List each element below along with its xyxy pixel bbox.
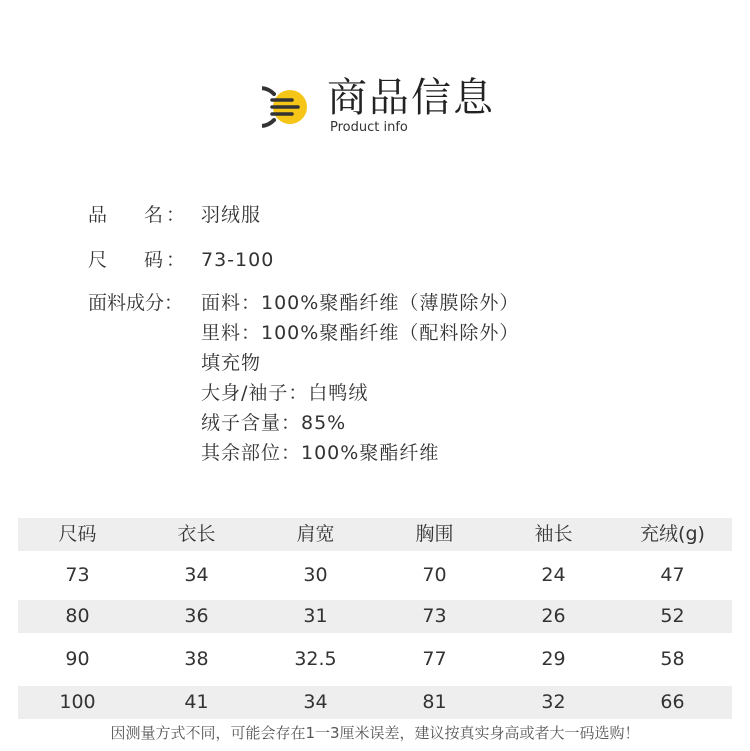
composition-lines [201,288,519,468]
table-cell: 90 [65,648,90,670]
table-header-cell: 衣长 [177,523,216,545]
table-cell: 41 [184,691,209,713]
table-cell: 70 [422,564,447,586]
label-char: 尺 [88,249,108,271]
table-cell: 34 [303,691,328,713]
label-char: ： [166,204,186,226]
table-cell: 32 [541,691,566,713]
composition-line: 填充物 [201,352,262,374]
table-cell: 26 [541,605,566,627]
table-cell: 77 [422,648,447,670]
info-row-size [88,245,708,275]
table-row [18,686,732,719]
table-cell: 32.5 [294,648,337,670]
table-cell: 81 [422,691,447,713]
table-cell: 29 [541,648,566,670]
table-cell: 38 [184,648,209,670]
table-cell: 52 [660,605,685,627]
table-header-cell: 袖长 [534,523,573,545]
table-row [18,643,732,676]
table-cell: 58 [660,648,685,670]
table-header-cell: 尺码 [58,523,97,545]
table-header-cell: 肩宽 [296,523,335,545]
table-cell: 36 [184,605,209,627]
table-cell: 24 [541,564,566,586]
composition-line: 里料：100%聚酯纤维（配料除外） [201,322,520,344]
table-row [18,600,732,633]
label-char: 品 [88,204,108,226]
page-title: 商品信息 [327,75,495,121]
page-subtitle: Product info [330,120,408,135]
label-char: 码 [144,249,164,271]
composition-line: 大身/袖子：白鸭绒 [201,382,369,404]
table-cell: 30 [303,564,328,586]
header [0,0,750,160]
composition-line: 面料：100%聚酯纤维（薄膜除外） [201,292,520,314]
table-cell: 73 [422,605,447,627]
composition-line: 其余部位：100%聚酯纤维 [201,442,440,464]
table-cell: 66 [660,691,685,713]
info-row-composition [88,288,708,468]
document-lines-icon [262,82,312,132]
info-row-name [88,200,708,230]
table-header-cell: 充绒(g) [640,523,705,545]
table-cell: 73 [65,564,90,586]
size-note: 因测量方式不同，可能会存在1一3厘米误差，建议按真实身高或者大一码选购！ [110,724,640,742]
table-cell: 47 [660,564,685,586]
composition-line: 绒子含量：85% [201,412,347,434]
table-cell: 80 [65,605,90,627]
table-cell: 34 [184,564,209,586]
info-label-composition: 面料成分： [88,292,184,314]
label-char: 名 [144,204,164,226]
table-cell: 100 [59,691,96,713]
table-cell: 31 [303,605,328,627]
table-header-row [18,518,732,551]
info-value-name: 羽绒服 [201,204,262,226]
label-char: ： [166,249,186,271]
table-header-cell: 胸围 [415,523,454,545]
table-row [18,559,732,592]
info-value-size: 73-100 [201,249,275,271]
